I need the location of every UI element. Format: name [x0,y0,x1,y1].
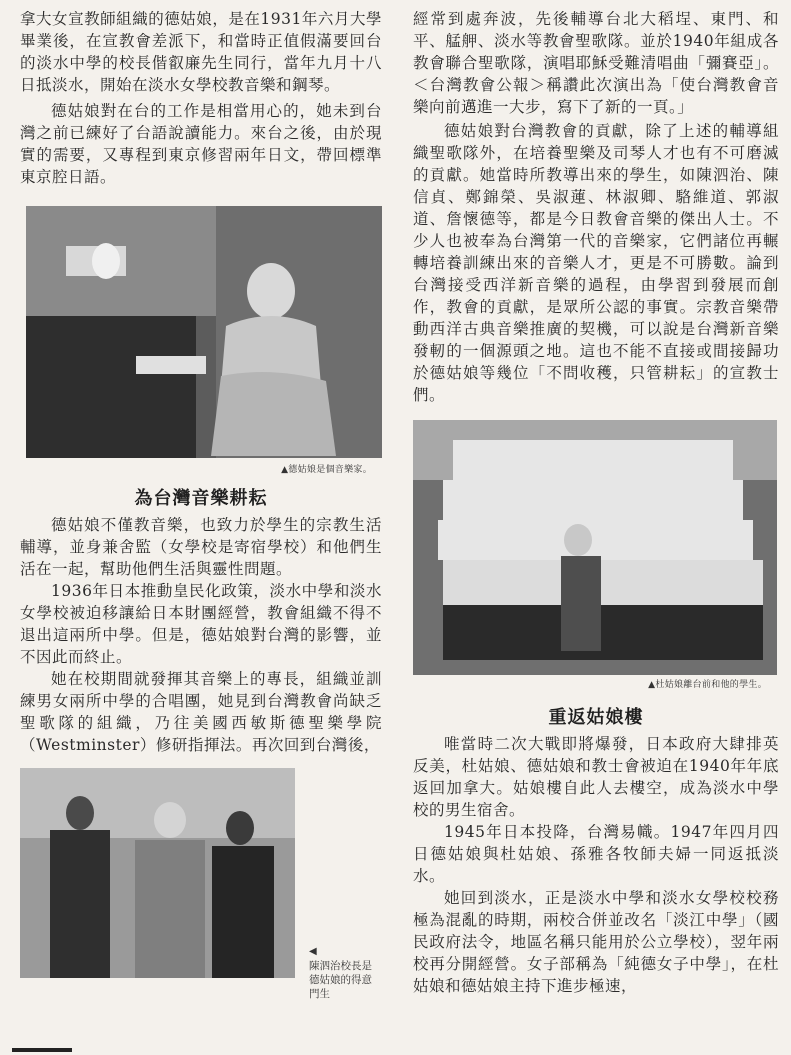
left-column [20,0,382,978]
right-paragraph-3: 唯當時二次大戰即將爆發，日本政府大肆排英反美，杜姑娘、德姑娘和教士會被迫在1940年年底返回加拿大。姑娘樓自此人去樓空，成為淡水中學校的男生宿舍。 [413,735,779,819]
photo-three-people [20,768,295,978]
left-paragraph-5: 她在校期間就發揮其音樂上的專長，組織並訓練男女兩所中學的合唱團，她見到台灣教會尚缺乏聖歌隊的組織，乃往美國西敏斯德聖樂學院（Westminster）修研指揮法。再次回到台灣後， [20,670,382,754]
left-paragraph-1: 拿大女宣教師組織的德姑娘，是在1931年六月大學畢業後，在宣教會差派下，和當時正值假滿要回台的淡水中學的校長偕叡廉先生同行，當年九月十八日抵淡水，開始在淡水女學校教音樂和鋼琴。 [20,10,382,94]
right-column [413,0,779,997]
section-title-return: 重返姑娘樓 [548,707,644,728]
photo-piano-woman-caption: ▲德姑娘是個音樂家。 [281,465,372,475]
photo-group-students [413,420,777,675]
photo-piano-woman [26,206,382,458]
photo-group-students-caption: ▲杜姑娘離台前和他的學生。 [648,680,767,690]
right-paragraph-4: 1945年日本投降，台灣易幟。1947年四月四日德姑娘與杜姑娘、孫雅各牧師夫婦一同返抵淡水。 [413,823,779,885]
right-paragraph-5: 她回到淡水，正是淡水中學和淡水女學校校務極為混亂的時期，兩校合併並改名「淡江中學」（國民政府法令，地區名稱只能用於公立學校），翌年兩校再分開經營。女子部稱為「純德女子中學」，在杜姑娘和德姑娘主持下進步極速， [413,889,779,995]
bottom-rule [12,1048,72,1052]
section-title-music: 為台灣音樂耕耘 [134,488,268,509]
left-paragraph-2: 德姑娘對在台的工作是相當用心的，她未到台灣之前已練好了台語說讀能力。來台之後，由於現實的需要，又專程到東京修習兩年日文，帶回標準東京腔日語。 [20,102,382,186]
right-paragraph-2: 德姑娘對台灣教會的貢獻，除了上述的輔導組織聖歌隊外，在培養聖樂及司琴人才也有不可磨滅的貢獻。她當時所教導出來的學生，如陳泗治、陳信貞、鄭錦榮、吳淑蓮、林淑卿、駱維道、郭淑道、詹懷德等，都是今日教會音樂的傑出人士。不少人也被奉為台灣第一代的音樂家，它們諸位再輾轉培養訓練出來的音樂人才，更是不可勝數。論到台灣接受西洋新音樂的過程，由學習到發展而創作，教會的貢獻，是眾所公認的事實。宗教音樂帶動西洋古典音樂推廣的契機，可以說是台灣新音樂發軔的一個源頭之地。這也不能不直接或間接歸功於德姑娘等幾位「不問收穫，只管耕耘」的宣教士們。 [413,122,779,404]
right-paragraph-1: 經常到處奔波，先後輔導台北大稻埕、東門、和平、艋舺、淡水等教會聖歌隊。並於1940年組成各教會聯合聖歌隊，演唱耶穌受難清唱曲「彌賽亞」。＜台灣教會公報＞稱讚此次演出為「使台灣教會音樂向前邁進一大步，寫下了新的一頁。」 [413,10,779,116]
left-paragraph-3: 德姑娘不僅教音樂，也致力於學生的宗教生活輔導，並身兼舍監（女學校是寄宿學校）和他們生活在一起，幫助他們生活與靈性問題。 [20,516,382,578]
photo-three-people-caption: ◀ 陳泗治校長是德姑娘的得意門生 [309,946,372,1000]
left-paragraph-4: 1936年日本推動皇民化政策，淡水中學和淡水女學校被迫移讓給日本財團經營，教會組織不得不退出這兩所中學。但是，德姑娘對台灣的影響，並不因此而終止。 [20,582,382,666]
